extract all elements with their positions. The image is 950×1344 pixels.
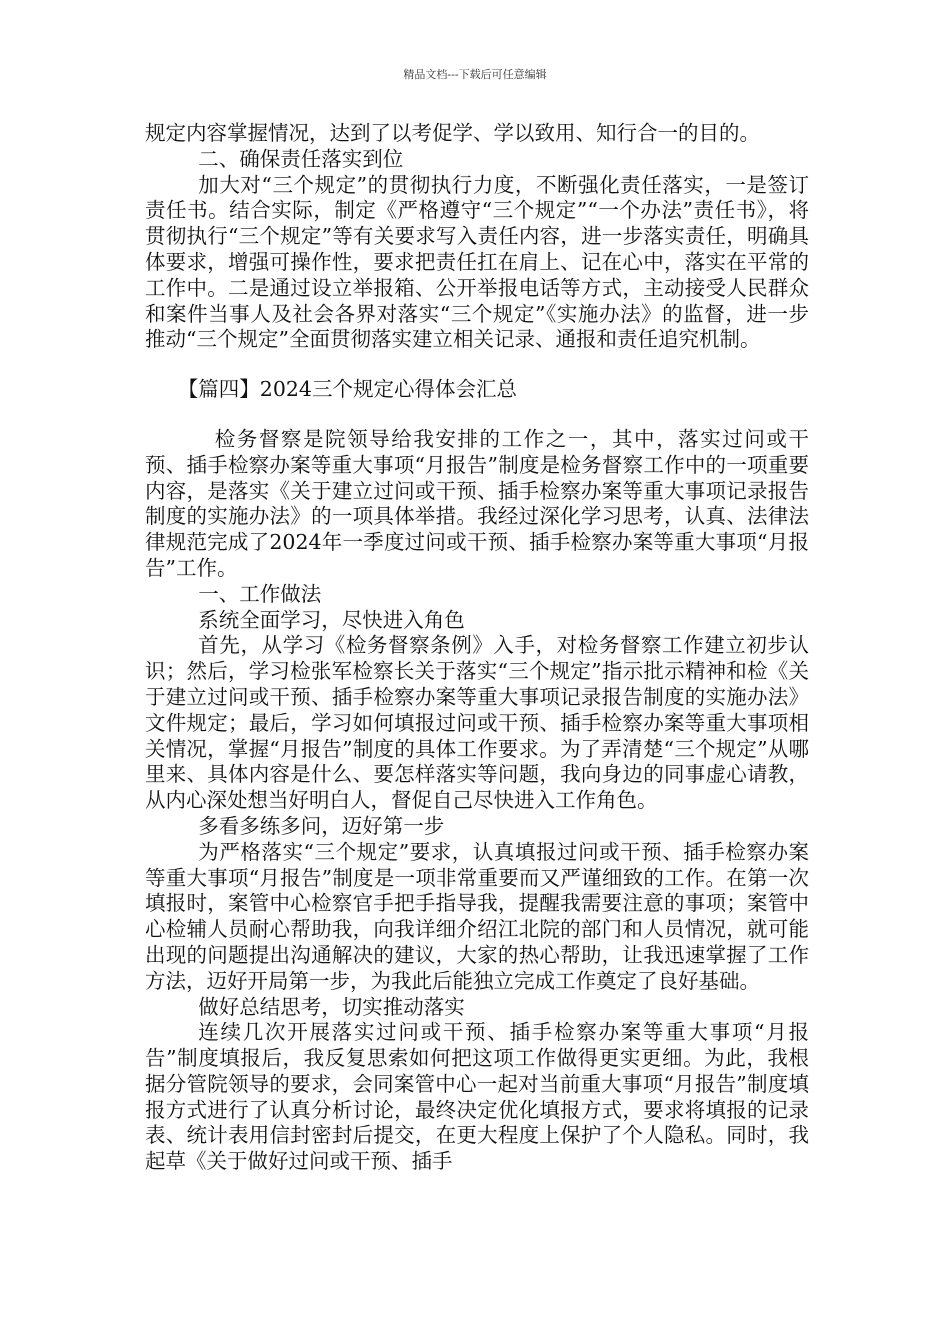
- article-title: 【篇四】2024三个规定心得体会汇总: [177, 377, 517, 402]
- paragraph: 规定内容掌握情况，达到了以考促学、学以致用、知行合一的目的。: [145, 121, 760, 145]
- section-heading: 一、工作做法: [198, 581, 322, 606]
- subheading: 系统全面学习，尽快进入角色: [198, 607, 465, 632]
- section-heading: 二、确保责任落实到位: [198, 146, 404, 171]
- subheading: 多看多练多问，迈好第一步: [198, 813, 445, 838]
- paragraph: 为严格落实“三个规定”要求，认真填报过问或干预、插手检察办案等重大事项“月报告”制度是一项非常重要而又严谨细致的工作。在第一次填报时，案管中心检察官手把手指导我，提醒我需要注意的事项；案管中心检辅人员耐心帮助我，向我详细介绍江北院的部门和人员情况，就可能出现的问题提出沟通解决的建议，大家的热心帮助，让我迅速掌握了工作方法，迈好开局第一步，为我此后能独立完成工作奠定了良好基础。: [145, 839, 809, 993]
- document-body: [145, 121, 809, 1175]
- paragraph: 加大对“三个规定”的贯彻执行力度，不断强化责任落实，一是签订责任书。结合实际，制定《严格遵守“三个规定”“一个办法”责任书》，将贯彻执行“三个规定”等有关要求写入责任内容，进一步落实责任，明确具体要求，增强可操作性，要求把责任扛在肩上、记在心中，落实在平常的工作中。二是通过设立举报箱、公开举报电话等方式，主动接受人民群众和案件当事人及社会各界对落实“三个规定”《实施办法》的监督，进一步推动“三个规定”全面贯彻落实建立相关记录、通报和责任追究机制。: [145, 172, 809, 352]
- paragraph: 首先，从学习《检务督察条例》入手，对检务督察工作建立初步认识；然后，学习检张军检察长关于落实“三个规定”指示批示精神和检《关于建立过问或干预、插手检察办案等重大事项记录报告制度的实施办法》文件规定；最后，学习如何填报过问或干预、插手检察办案等重大事项相关情况，掌握“月报告”制度的具体工作要求。为了弄清楚“三个规定”从哪里来、具体内容是什么、要怎样落实等问题，我向身边的同事虚心请教，从内心深处想当好明白人，督促自己尽快进入工作角色。: [145, 633, 809, 813]
- subheading: 做好总结思考，切实推动落实: [198, 994, 465, 1019]
- paragraph: 检务督察是院领导给我安排的工作之一，其中，落实过问或干预、插手检察办案等重大事项“月报告”制度是检务督察工作中的一项重要内容，是落实《关于建立过问或干预、插手检察办案等重大事项记录报告制度的实施办法》的一项具体举措。我经过深化学习思考，认真、法律法律规范完成了2024年一季度过问或干预、插手检察办案等重大事项“月报告”工作。: [145, 426, 809, 580]
- page-header: 精品文档---下载后可任意编辑: [403, 68, 547, 81]
- paragraph: 连续几次开展落实过问或干预、插手检察办案等重大事项“月报告”制度填报后，我反复思索如何把这项工作做得更实更细。为此，我根据分管院领导的要求，会同案管中心一起对当前重大事项“月报告”制度填报方式进行了认真分析讨论，最终决定优化填报方式，要求将填报的记录表、统计表用信封密封后提交，在更大程度上保护了个人隐私。同时，我起草《关于做好过问或干预、插手: [145, 1020, 809, 1174]
